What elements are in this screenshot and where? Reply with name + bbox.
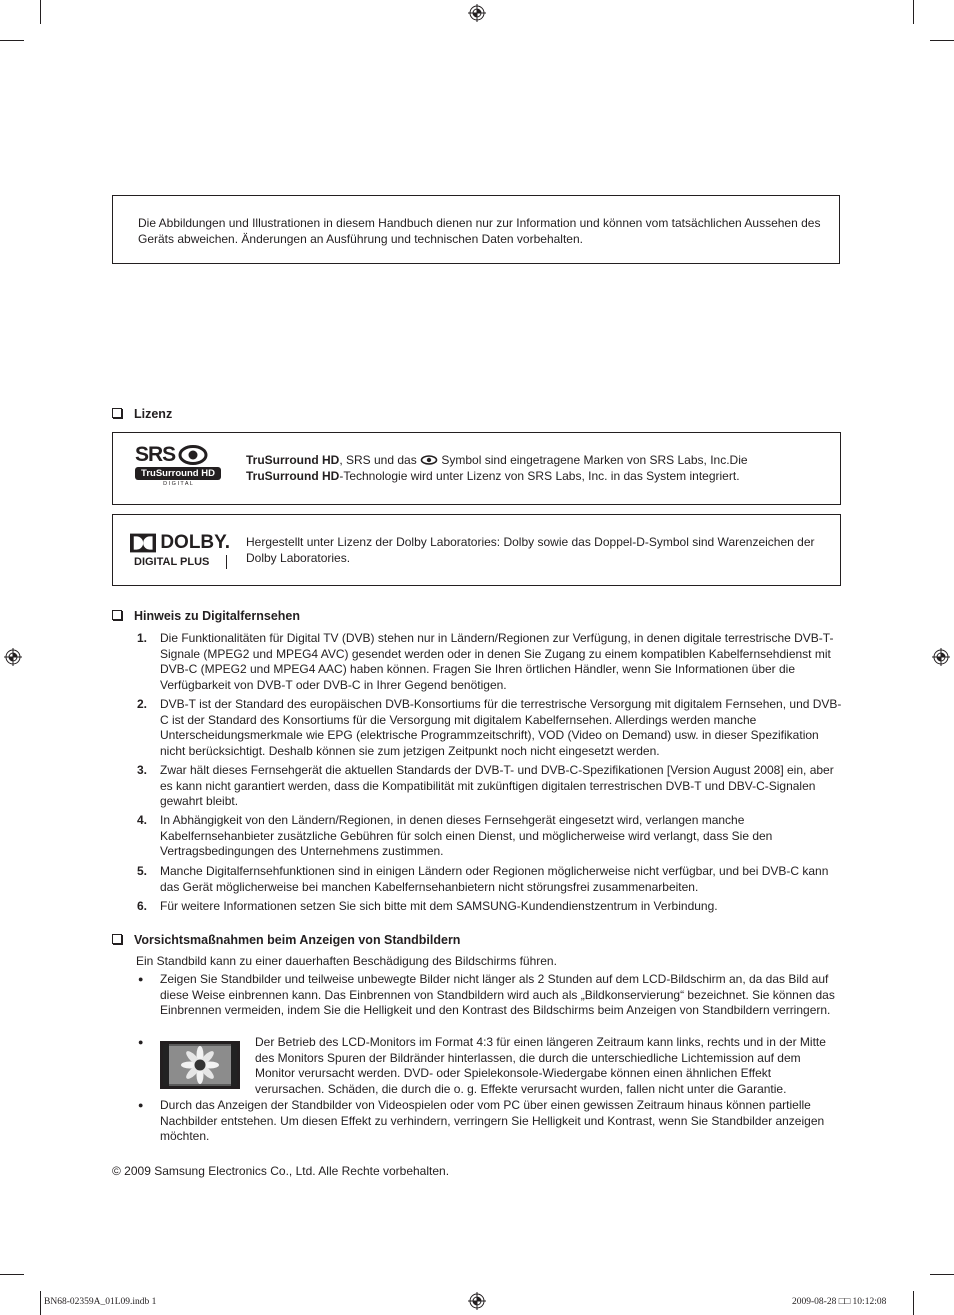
section-heading-standbild: [112, 933, 460, 949]
crop-mark: [40, 1291, 41, 1315]
checkbox-bullet-icon: [112, 934, 122, 944]
list-text: DVB-T ist der Standard des europäischen DVB-Konsortiums für die terrestrische Versorgung mit digitalem Fernsehen, und DVB-C ist der Standard des Konsortiums für die Versorgung mit digitalem Kabelfernsehen. Allerdings werden manche Unterscheidungsmerkmale wie EPG (elektrische Programmzeitschrift), VOD (Video on Demand) usw. in dieser Spezifikation nicht berücksichtigt. Deshalb können sie zum jetzigen Zeitpunkt noch nicht eingesetzt werden.: [160, 697, 842, 758]
list-item: [137, 697, 843, 759]
list-number: 6.: [137, 899, 148, 913]
bullet-text: Zeigen Sie Standbilder und teilweise unbewegte Bilder nicht länger als 2 Stunden auf dem LCD-Bildschirm an, da das Bild auf diese Weise einbrennen kann. Das Einbrennen von Standbildern wird auch als „Bildkonservierung“ bezeichnet. Sie können das Einbrennen vermeiden, indem Sie die Helligkeit und den Kontrast des Bildschirms beim Anzeigen von Standbildern verringern.: [160, 972, 835, 1017]
dolby-license-text: Hergestellt unter Lizenz der Dolby Laboratories: Dolby sowie das Doppel-D-Symbol sind Warenzeichen der Dolby Laboratories.: [246, 535, 815, 565]
crop-mark: [930, 1274, 954, 1275]
bullet-item: [138, 1098, 843, 1145]
bullet-dot-icon: ●: [138, 1037, 144, 1047]
bullet-text: Der Betrieb des LCD-Monitors im Format 4:3 für einen längeren Zeitraum kann links, rechts und in der Mitte des Monitors Spuren der Bildränder hinterlassen, die durch die unterschiedliche Lichtemission auf dem Monitor verursacht werden. DVD- oder Spielekonsole-Wiedergabe können einen ähnlichen Effekt verursachen. Schäden, die durch die o. g. Effekte verursacht wurden, fallen nicht unter die Garantie.: [255, 1035, 826, 1096]
registration-mark-icon: [468, 1292, 486, 1310]
copyright-text: © 2009 Samsung Electronics Co., Ltd. Alle Rechte vorbehalten.: [112, 1164, 450, 1178]
list-number: 4.: [137, 813, 148, 827]
dolby-logo: [130, 533, 230, 569]
srs-license-box: [112, 432, 841, 505]
srs-logo-subtext: D I G I T A L: [163, 481, 193, 487]
notice-text: Die Abbildungen und Illustrationen in diesem Handbuch dienen nur zur Information und können vom tatsächlichen Aussehen des Geräts abweichen. Änderungen an Ausführung und technischen Daten vorbehalten.: [138, 216, 821, 246]
srs-logo: [135, 445, 223, 491]
dolby-license-box: [112, 514, 841, 586]
section-heading-digital: [112, 609, 300, 625]
section-heading-text: Vorsichtsmaßnahmen beim Anzeigen von Standbildern: [134, 933, 461, 947]
trusurround-label: TruSurround HD: [246, 468, 340, 483]
srs-circle-logo-icon: [178, 445, 208, 465]
list-item: [137, 763, 843, 810]
bullet-item: [138, 972, 843, 1019]
section-heading-lizenz: [112, 407, 172, 423]
crop-mark: [913, 1291, 914, 1315]
srs-text-part: , SRS und das: [339, 453, 421, 467]
srs-license-text: [246, 453, 831, 484]
list-text: In Abhängigkeit von den Ländern/Regionen, in denen dieses Fernsehgerät eingesetzt wird, verlangen manche Kabelfernsehanbieter zusätzliche Gebühren für solch einen Dienst, und möglicherweise wird verlangt, dass Sie den Vertragsbedingungen des Unternehmens zustimmen.: [160, 813, 773, 858]
tv-sunflower-image: [160, 1041, 240, 1089]
bullet-dot-icon: ●: [138, 1100, 144, 1110]
list-text: Die Funktionalitäten für Digital TV (DVB) stehen nur in Ländern/Regionen zur Verfügung, in denen digitale terrestrische DVB-T-Signale (MPEG2 und MPEG4 AVC) gesendet werden oder in denen Sie Zugang zu einem kompatiblen Kabelfernsehdienst mit DVB-C (MPEG2 und MPEG4 AAC) haben können. Fragen Sie Ihren örtlichen Händler, wenn Sie Informationen über die Verfügbarkeit von DVB-T oder DVB-C in Ihrer Gegend benötigen.: [160, 631, 834, 692]
section-heading-text: Hinweis zu Digitalfernsehen: [134, 609, 301, 623]
srs-text-part: -Technologie wird unter Lizenz von SRS Labs, Inc. in das System integriert.: [339, 468, 740, 483]
checkbox-bullet-icon: [112, 408, 122, 418]
list-text: Manche Digitalfernsehfunktionen sind in einigen Ländern oder Regionen möglicherweise nicht verfügbar, und bei DVB-C kann das Gerät möglicherweise bei manchen Kabelfernsehanbietern nicht störungsfrei zusammenarbeiten.: [160, 864, 829, 894]
list-text: Zwar hält dieses Fernsehgerät die aktuellen Standards der DVB-T- und DVB-C-Spezifikationen [Version August 2008] ein, aber es kann nicht garantiert werden, dass die Kompatibilität mit zukünftigen digitalen terrestrischen DVB-T und DBV-C-Signalen gewahrt bleibt.: [160, 763, 834, 808]
list-number: 2.: [137, 697, 148, 711]
list-number: 5.: [137, 864, 148, 878]
bullet-text: Durch das Anzeigen der Standbilder von Videospielen oder vom PC über einen gewissen Zeitraum hinaus können partielle Nachbilder entstehen. Um diesen Effekt zu verhindern, verringern Sie Helligkeit und Kontrast, wenn Sie Standbilder anzeigen möchten.: [160, 1098, 825, 1143]
checkbox-bullet-icon: [112, 610, 122, 620]
registration-mark-icon: [468, 4, 486, 22]
trusurround-label: TruSurround HD: [246, 453, 340, 467]
dolby-logo-subtext: DIGITAL PLUS: [134, 555, 227, 569]
srs-text-part: Symbol sind eingetragene Marken von SRS Labs, Inc.Die: [438, 453, 748, 467]
list-item: [137, 631, 843, 693]
list-text: Für weitere Informationen setzen Sie sich bitte mit dem SAMSUNG-Kundendienstzentrum in Verbindung.: [160, 899, 718, 913]
bullet-item: [138, 1035, 843, 1097]
registration-mark-icon: [4, 648, 22, 666]
crop-mark: [0, 40, 24, 41]
list-item: [137, 864, 843, 895]
srs-logo-text: SRS: [135, 443, 176, 467]
srs-logo-badge: TruSurround HD: [135, 467, 221, 480]
list-item: [137, 899, 843, 915]
bullet-dot-icon: ●: [138, 974, 144, 984]
crop-mark: [913, 0, 914, 24]
dolby-double-d-icon: [130, 533, 156, 553]
notice-box: [112, 195, 840, 264]
crop-mark: [40, 0, 41, 24]
footer-timestamp: 2009-08-28 □□ 10:12:08: [792, 1297, 887, 1307]
section-heading-text: Lizenz: [134, 407, 173, 421]
list-number: 1.: [137, 631, 148, 645]
srs-inline-symbol-icon: [420, 455, 438, 465]
crop-mark: [930, 40, 954, 41]
crop-mark: [0, 1274, 24, 1275]
standbild-intro: Ein Standbild kann zu einer dauerhaften Beschädigung des Bildschirms führen.: [136, 954, 557, 968]
list-number: 3.: [137, 763, 148, 777]
registration-mark-icon: [932, 648, 950, 666]
dolby-logo-text: DOLBY.: [160, 532, 230, 554]
footer-file-info: BN68-02359A_01L09.indb 1: [44, 1297, 157, 1307]
list-item: [137, 813, 843, 860]
